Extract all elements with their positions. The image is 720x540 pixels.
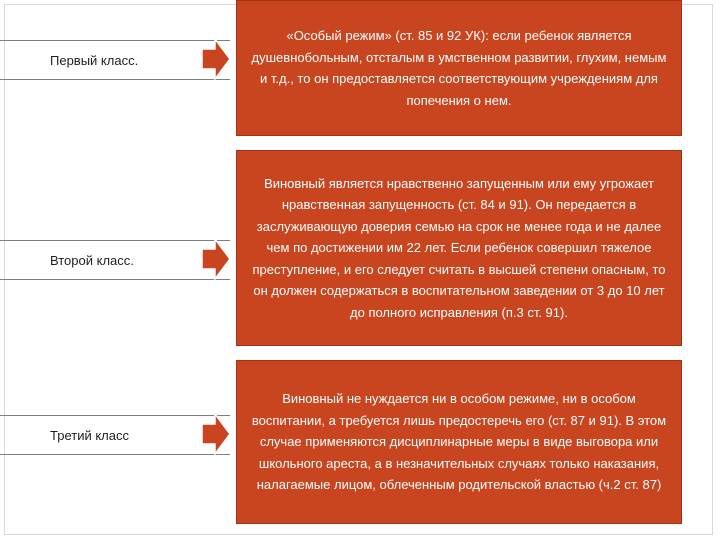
description-text: «Особый режим» (ст. 85 и 92 УК): если ребенок является душевнобольным, отсталым в умственном развитии, глухим, немым и т.д., то он предоставляется соответствующим учреждениям для попечения о нем. bbox=[251, 28, 667, 108]
class-label-third: Третий класс bbox=[50, 428, 129, 443]
description-text: Виновный является нравственно запущенным или ему угрожает нравственная запущенность (ст. 84 и 91). Он передается в заслуживающую доверия семью на срок не менее года и не далее чем по достижении им 22 лет. Если ребенок совершил тяжелое преступление, и его следует считать в высшей степени опасным, то он должен содержаться в воспитательном заведении от 3 до 10 лет до полного исправления (п.3 ст. 91). bbox=[252, 175, 666, 320]
description-text: Виновный не нуждается ни в особом режиме, ни в особом воспитании, а требуется лишь предостеречь его (ст. 87 и 91). В этом случае применяются дисциплинарные меры в виде выговора или школьного ареста, а в незначительных случаях только наказания, налагаемые лицом, облеченным родительской властью (ч.2 ст. 87) bbox=[251, 391, 667, 493]
class-label-panel bbox=[0, 40, 230, 80]
class-label-panel bbox=[0, 415, 230, 455]
class-description-first bbox=[236, 0, 682, 136]
class-description-second bbox=[236, 150, 682, 346]
class-label-first: Первый класс. bbox=[50, 53, 139, 68]
arrow-right-icon bbox=[201, 412, 231, 456]
class-label-second: Второй класс. bbox=[50, 253, 134, 268]
arrow-right-icon bbox=[201, 37, 231, 81]
class-description-third bbox=[236, 360, 682, 524]
class-label-panel bbox=[0, 240, 230, 280]
arrow-right-icon bbox=[201, 237, 231, 281]
